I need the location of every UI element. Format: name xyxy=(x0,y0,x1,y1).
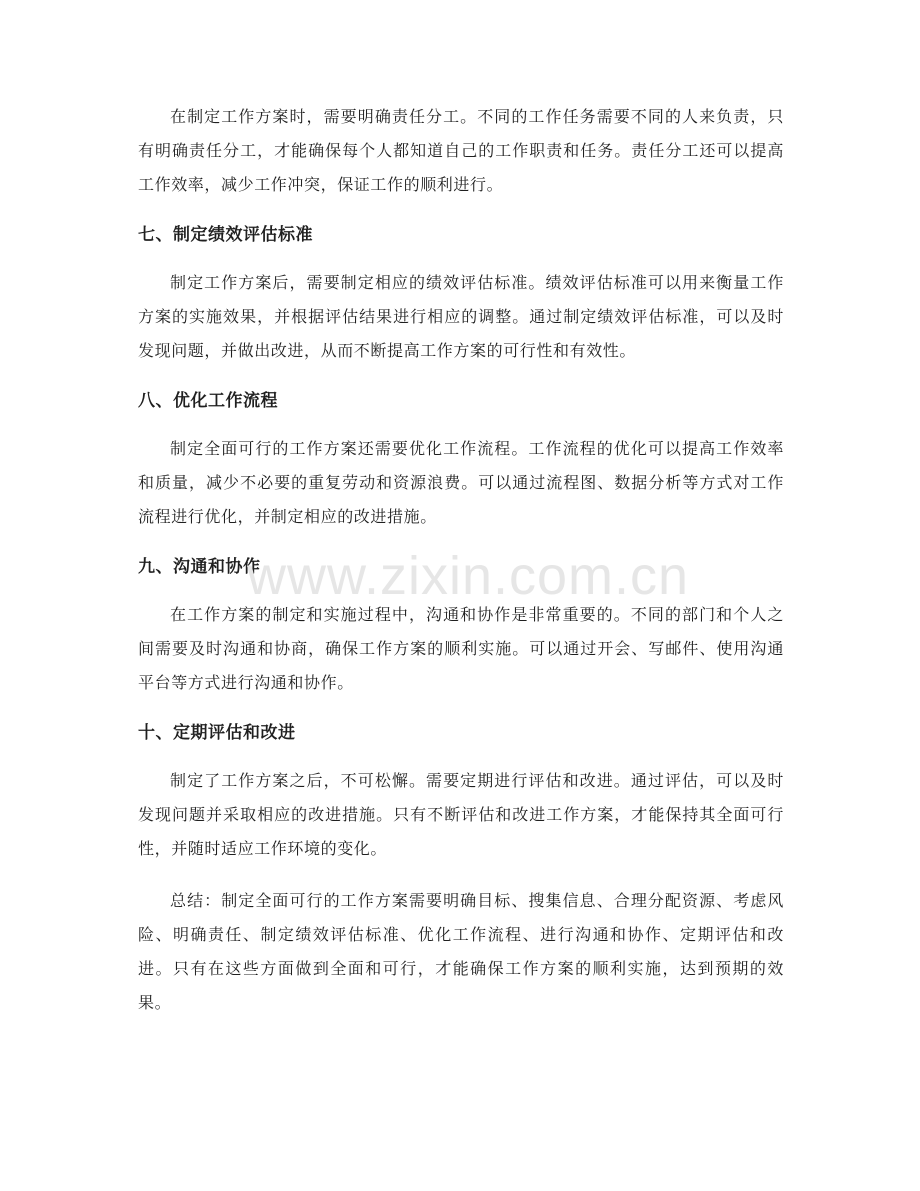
intro-paragraph: 在制定工作方案时，需要明确责任分工。不同的工作任务需要不同的人来负责，只有明确责任分工，才能确保每个人都知道自己的工作职责和任务。责任分工还可以提高工作效率，减少工作冲突，保证工作的顺利进行。 xyxy=(138,107,784,194)
section-paragraph-8: 制定全面可行的工作方案还需要优化工作流程。工作流程的优化可以提高工作效率和质量，减少不必要的重复劳动和资源浪费。可以通过流程图、数据分析等方式对工作流程进行优化，并制定相应的改进措施。 xyxy=(138,439,784,526)
document-body xyxy=(138,100,784,1038)
section-paragraph-7: 制定工作方案后，需要制定相应的绩效评估标准。绩效评估标准可以用来衡量工作方案的实施效果，并根据评估结果进行相应的调整。通过制定绩效评估标准，可以及时发现问题，并做出改进，从而不断提高工作方案的可行性和有效性。 xyxy=(138,273,784,360)
section-paragraph-10: 制定了工作方案之后，不可松懈。需要定期进行评估和改进。通过评估，可以及时发现问题并采取相应的改进措施。只有不断评估和改进工作方案，才能保持其全面可行性，并随时适应工作环境的变化。 xyxy=(138,771,784,858)
summary-paragraph: 总结：制定全面可行的工作方案需要明确目标、搜集信息、合理分配资源、考虑风险、明确责任、制定绩效评估标准、优化工作流程、进行沟通和协作、定期评估和改进。只有在这些方面做到全面和可行，才能确保工作方案的顺利实施，达到预期的效果。 xyxy=(138,891,784,1012)
watermark-text: www.zixin.com.cn xyxy=(246,546,690,606)
section-paragraph-9: 在工作方案的制定和实施过程中，沟通和协作是非常重要的。不同的部门和个人之间需要及时沟通和协商，确保工作方案的顺利实施。可以通过开会、写邮件、使用沟通平台等方式进行沟通和协作。 xyxy=(138,605,784,692)
section-heading-10: 十、定期评估和改进 xyxy=(138,723,296,743)
section-heading-8: 八、优化工作流程 xyxy=(138,391,278,411)
section-heading-7: 七、制定绩效评估标准 xyxy=(138,225,313,245)
section-heading-9: 九、沟通和协作 xyxy=(138,557,261,577)
